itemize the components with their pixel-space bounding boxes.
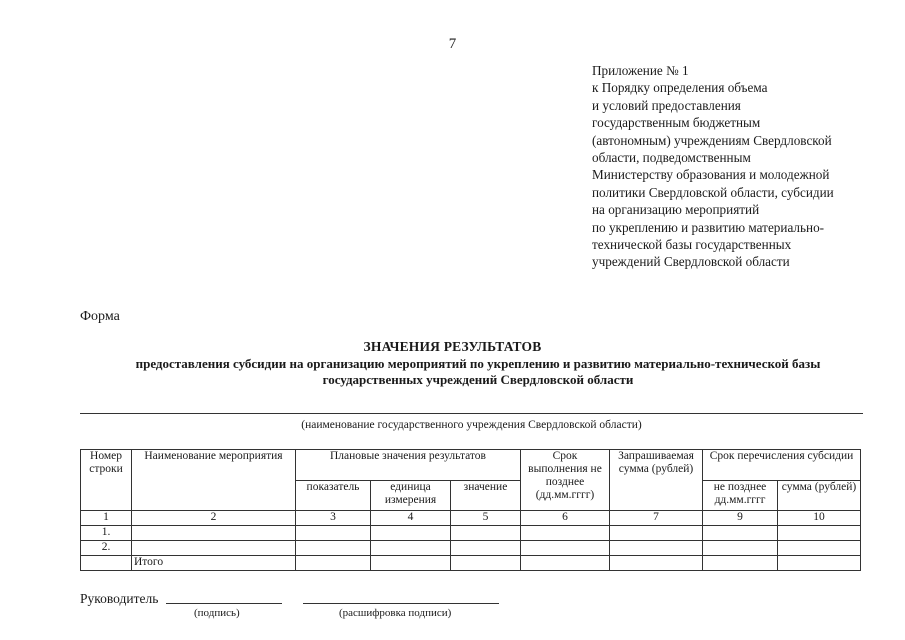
table-cell	[703, 526, 778, 541]
table-cell	[521, 556, 610, 571]
table-cell	[451, 541, 521, 556]
header-unit: единица измерения	[371, 481, 451, 511]
header-indicator: показатель	[296, 481, 371, 511]
table-cell	[296, 556, 371, 571]
appendix-line: по укреплению и развитию материально-	[592, 219, 825, 235]
document-title: ЗНАЧЕНИЯ РЕЗУЛЬТАТОВ	[363, 339, 542, 354]
signature-caption: (подпись)	[194, 607, 240, 619]
column-number: 1	[81, 511, 132, 526]
column-number: 9	[703, 511, 778, 526]
appendix-line: государственным бюджетным	[592, 115, 761, 131]
table-cell	[521, 526, 610, 541]
table-cell	[371, 541, 451, 556]
results-table	[80, 449, 861, 571]
form-label: Форма	[80, 309, 120, 324]
table-cell	[451, 526, 521, 541]
organization-caption: (наименование государственного учреждения Свердловской области)	[301, 419, 642, 431]
header-requested-sum: Запрашиваемая сумма (рублей)	[610, 450, 703, 511]
table-cell	[132, 541, 296, 556]
signature-line	[166, 603, 282, 604]
table-cell	[296, 526, 371, 541]
document-subtitle	[98, 356, 858, 388]
column-number: 4	[371, 511, 451, 526]
appendix-line: на организацию мероприятий	[592, 202, 760, 218]
header-deadline: Срок выполнения не позднее (дд.мм.гггг)	[521, 450, 610, 511]
table-cell	[521, 541, 610, 556]
appendix-line: (автономным) учреждениям Свердловской	[592, 132, 832, 148]
appendix-line: Приложение № 1	[592, 63, 689, 78]
table-cell	[610, 541, 703, 556]
header-value: значение	[451, 481, 521, 511]
table-cell	[371, 556, 451, 571]
column-number: 7	[610, 511, 703, 526]
table-cell	[132, 526, 296, 541]
table-cell	[778, 526, 861, 541]
signature-decode-line	[303, 603, 499, 604]
header-transfer-period: Срок перечисления субсидии	[703, 450, 861, 481]
table-cell	[703, 541, 778, 556]
table-cell	[778, 541, 861, 556]
table-cell	[610, 556, 703, 571]
subtitle-line: предоставления субсидии на организацию мероприятий по укреплению и развитию материально-технической базы	[135, 356, 821, 371]
table-row	[81, 526, 861, 541]
appendix-line: технической базы государственных	[592, 237, 792, 253]
header-transfer-date: не позднее дд.мм.гггг	[703, 481, 778, 511]
appendix-line: политики Свердловской области, субсидии	[592, 184, 834, 200]
header-event-name: Наименование мероприятия	[132, 450, 296, 511]
header-transfer-sum: сумма (рублей)	[778, 481, 861, 511]
signature-decode-caption: (расшифровка подписи)	[339, 607, 452, 619]
column-number: 10	[778, 511, 861, 526]
row-number: 1.	[81, 526, 132, 541]
appendix-line: области, подведомственным	[592, 150, 751, 166]
table-cell	[296, 541, 371, 556]
appendix-block	[592, 62, 892, 271]
table-cell	[778, 556, 861, 571]
organization-name-line	[80, 413, 863, 414]
table-cell	[703, 556, 778, 571]
column-number: 5	[451, 511, 521, 526]
header-row-number: Номер строки	[81, 450, 132, 511]
total-row	[81, 556, 861, 571]
header-planned-values: Плановые значения результатов	[296, 450, 521, 481]
appendix-line: и условий предоставления	[592, 97, 741, 113]
row-number: 2.	[81, 541, 132, 556]
appendix-line: Министерству образования и молодежной	[592, 167, 830, 183]
column-number: 6	[521, 511, 610, 526]
table-cell	[610, 526, 703, 541]
page-number: 7	[448, 36, 457, 52]
table-cell	[81, 556, 132, 571]
column-number: 2	[132, 511, 296, 526]
appendix-line: учреждений Свердловской области	[592, 254, 790, 270]
subtitle-line: государственных учреждений Свердловской области	[322, 372, 634, 387]
signature-label: Руководитель	[80, 591, 159, 606]
appendix-line: к Порядку определения объема	[592, 80, 768, 96]
table-cell	[371, 526, 451, 541]
total-label: Итого	[132, 556, 296, 571]
column-number: 3	[296, 511, 371, 526]
table-cell	[451, 556, 521, 571]
table-row	[81, 541, 861, 556]
